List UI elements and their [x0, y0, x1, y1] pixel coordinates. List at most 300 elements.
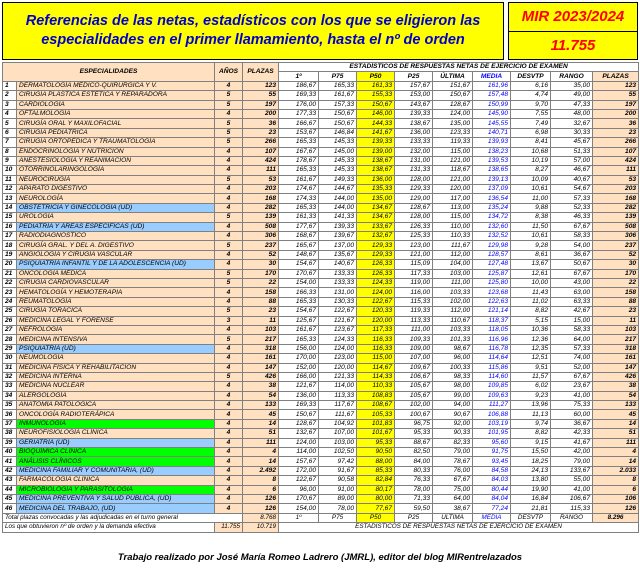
- specialty-plazas: 88: [243, 297, 279, 306]
- specialty-plazas: 30: [243, 260, 279, 269]
- val-media: 135,24: [473, 203, 511, 212]
- val-p75: 149,33: [319, 175, 357, 184]
- specialty-name: PSIQUIATRÍA (UD): [17, 344, 215, 353]
- row-number: 18: [3, 241, 17, 250]
- specialty-anos: 5: [215, 138, 243, 147]
- specialty-anos: 4: [215, 232, 243, 241]
- specialty-plazas: 424: [243, 156, 279, 165]
- table-row: [3, 260, 639, 269]
- col-plazas: PLAZAS: [243, 63, 279, 82]
- specialty-anos: 4: [215, 166, 243, 175]
- specialty-plazas: 45: [243, 410, 279, 419]
- val-desvtp: 9,15: [511, 438, 551, 447]
- val-1: 132,67: [279, 429, 319, 438]
- specialty-name: DERMATOLOGÍA MÉDICO-QUIRÚRGICA Y V.: [17, 81, 215, 90]
- specialty-anos: 4: [215, 504, 243, 513]
- val-desvtp: 9,88: [511, 203, 551, 212]
- specialty-anos: 4: [215, 203, 243, 212]
- table-row: [3, 372, 639, 381]
- specialty-anos: 4: [215, 109, 243, 118]
- row-number: 45: [3, 494, 17, 503]
- specialty-name: RADIODIAGNÓSTICO: [17, 232, 215, 241]
- val-rango: 63,00: [551, 288, 593, 297]
- specialty-anos: 4: [215, 485, 243, 494]
- val-p50: 133,67: [357, 222, 395, 231]
- val-1: 169,33: [279, 401, 319, 410]
- specialty-anos: 5: [215, 91, 243, 100]
- val-plazas-adj: 52: [593, 250, 639, 259]
- val-p25: 96,75: [395, 419, 433, 428]
- footer-orden-row: [3, 523, 639, 532]
- val-rango: 60,00: [551, 410, 593, 419]
- row-number: 7: [3, 138, 17, 147]
- val-p50: 134,67: [357, 203, 395, 212]
- val-plazas-adj: 139: [593, 213, 639, 222]
- specialty-plazas: 170: [243, 269, 279, 278]
- val-1: 96,00: [279, 485, 319, 494]
- val-plazas-adj: 237: [593, 241, 639, 250]
- specialty-plazas: 126: [243, 494, 279, 503]
- specialty-anos: 4: [215, 147, 243, 156]
- val-p25: 115,09: [395, 260, 433, 269]
- row-number: 25: [3, 307, 17, 316]
- val-1: 166,67: [279, 119, 319, 128]
- val-p75: 157,33: [319, 100, 357, 109]
- val-p75: 124,00: [319, 344, 357, 353]
- specialty-name: ANGIOLOGÍA Y CIRUGÍA VASCULAR: [17, 250, 215, 259]
- val-plazas-adj: 170: [593, 269, 639, 278]
- val-plazas-adj: 106: [593, 494, 639, 503]
- specialty-anos: 4: [215, 194, 243, 203]
- val-rango: 48,00: [551, 109, 593, 118]
- val-ultima: 67,67: [433, 476, 473, 485]
- table-row: [3, 175, 639, 184]
- specialty-name: OTORRINOLARINGOLOGÍA: [17, 166, 215, 175]
- specialty-name: CIRUGÍA PLÁSTICA ESTÉTICA Y REPARADORA: [17, 91, 215, 100]
- val-p25: 106,67: [395, 372, 433, 381]
- val-ultima: 101,33: [433, 335, 473, 344]
- row-number: 33: [3, 382, 17, 391]
- val-desvtp: 5,15: [511, 316, 551, 325]
- specialty-name: MEDICINA DEL TRABAJO, (UD): [17, 504, 215, 513]
- row-number: 27: [3, 325, 17, 334]
- val-media: 129,98: [473, 241, 511, 250]
- val-rango: 64,00: [551, 335, 593, 344]
- table-row: [3, 391, 639, 400]
- val-p25: 129,00: [395, 194, 433, 203]
- val-1: 124,00: [279, 438, 319, 447]
- sub-media: MEDIA: [473, 72, 511, 81]
- val-p75: 114,00: [319, 382, 357, 391]
- val-1: 156,00: [279, 344, 319, 353]
- val-p75: 161,67: [319, 91, 357, 100]
- val-p50: 101,83: [357, 419, 395, 428]
- specialty-plazas: 23: [243, 128, 279, 137]
- val-p75: 133,33: [319, 278, 357, 287]
- val-p25: 131,33: [395, 166, 433, 175]
- table-row: [3, 156, 639, 165]
- val-plazas-adj: 30: [593, 260, 639, 269]
- val-p75: 120,00: [319, 363, 357, 372]
- val-ultima: 90,33: [433, 429, 473, 438]
- specialty-plazas: 217: [243, 335, 279, 344]
- table-row: [3, 494, 639, 503]
- val-p75: 140,67: [319, 260, 357, 269]
- sub-1: 1º: [279, 72, 319, 81]
- val-media: 114,60: [473, 372, 511, 381]
- table-row: [3, 185, 639, 194]
- val-1: 154,67: [279, 260, 319, 269]
- val-1: 172,00: [279, 466, 319, 475]
- val-media: 91,75: [473, 448, 511, 457]
- val-plazas-adj: 8: [593, 476, 639, 485]
- val-plazas-adj: 508: [593, 222, 639, 231]
- val-p25: 111,00: [395, 325, 433, 334]
- row-number: 24: [3, 297, 17, 306]
- table-row: [3, 222, 639, 231]
- table-row: [3, 250, 639, 259]
- table-row: [3, 138, 639, 147]
- val-p75: 90,58: [319, 476, 357, 485]
- footer-h-p25: P25: [395, 513, 433, 522]
- val-media: 109,63: [473, 391, 511, 400]
- val-1: 154,00: [279, 504, 319, 513]
- val-ultima: 90,67: [433, 410, 473, 419]
- row-number: 10: [3, 166, 17, 175]
- row-number: 39: [3, 438, 17, 447]
- val-p25: 88,67: [395, 438, 433, 447]
- row-number: 36: [3, 410, 17, 419]
- specialty-plazas: 23: [243, 307, 279, 316]
- val-p75: 144,67: [319, 185, 357, 194]
- val-1: 161,67: [279, 325, 319, 334]
- page-title: Referencias de las netas, estadísticos con los que se eligieron las especialidades en el primer llamamiento, hasta el nº de orden: [2, 2, 504, 60]
- val-ultima: 103,33: [433, 325, 473, 334]
- order-number: 11.755: [550, 37, 596, 54]
- val-media: 109,85: [473, 382, 511, 391]
- specialty-name: NEFROLOGÍA: [17, 325, 215, 334]
- val-p50: 146,00: [357, 109, 395, 118]
- row-number: 22: [3, 278, 17, 287]
- table-row: [3, 325, 639, 334]
- val-plazas-adj: 426: [593, 372, 639, 381]
- specialty-name: MEDICINA LEGAL Y FORENSE: [17, 316, 215, 325]
- val-media: 118,37: [473, 316, 511, 325]
- val-desvtp: 7,49: [511, 119, 551, 128]
- val-p50: 114,67: [357, 363, 395, 372]
- val-ultima: 115,00: [433, 147, 473, 156]
- val-p50: 129,33: [357, 250, 395, 259]
- row-number: 42: [3, 466, 17, 475]
- specialty-anos: 4: [215, 457, 243, 466]
- row-number: 19: [3, 250, 17, 259]
- sub-p50: P50: [357, 72, 395, 81]
- val-media: 84,58: [473, 466, 511, 475]
- specialty-anos: 4: [215, 250, 243, 259]
- table-row: [3, 504, 639, 513]
- val-p50: 114,33: [357, 372, 395, 381]
- val-rango: 42,33: [551, 429, 593, 438]
- val-p50: 117,33: [357, 325, 395, 334]
- val-p25: 123,00: [395, 241, 433, 250]
- specialty-anos: 4: [215, 222, 243, 231]
- row-number: 38: [3, 429, 17, 438]
- val-p25: 109,33: [395, 335, 433, 344]
- col-especialidades: ESPECIALIDADES: [3, 63, 215, 82]
- val-1: 176,00: [279, 100, 319, 109]
- specialty-plazas: 139: [243, 213, 279, 222]
- footer-orden-b: 10.719: [243, 523, 279, 532]
- val-p50: 105,33: [357, 410, 395, 419]
- val-plazas-adj: 22: [593, 278, 639, 287]
- val-desvtp: 8,27: [511, 166, 551, 175]
- footer-h-ultima: ÚLTIMA: [433, 513, 473, 522]
- val-rango: 50,67: [551, 260, 593, 269]
- specialty-anos: 5: [215, 278, 243, 287]
- val-p25: 132,00: [395, 147, 433, 156]
- val-desvtp: 9,28: [511, 241, 551, 250]
- val-plazas-adj: 38: [593, 382, 639, 391]
- specialty-anos: 4: [215, 185, 243, 194]
- row-number: 34: [3, 391, 17, 400]
- val-ultima: 110,00: [433, 222, 473, 231]
- val-plazas-adj: 133: [593, 401, 639, 410]
- table-row: [3, 438, 639, 447]
- footer-total-plazas: 8.768: [243, 513, 279, 522]
- val-p50: 126,33: [357, 260, 395, 269]
- specialty-anos: 4: [215, 419, 243, 428]
- val-p50: 80,17: [357, 485, 395, 494]
- val-desvtp: 13,80: [511, 476, 551, 485]
- table-row: [3, 401, 639, 410]
- val-1: 165,33: [279, 335, 319, 344]
- val-ultima: 111,00: [433, 278, 473, 287]
- val-rango: 36,67: [551, 250, 593, 259]
- val-1: 148,67: [279, 250, 319, 259]
- val-ultima: 151,67: [433, 81, 473, 90]
- val-rango: 45,67: [551, 138, 593, 147]
- specialty-plazas: 318: [243, 344, 279, 353]
- val-p50: 161,33: [357, 81, 395, 90]
- specialty-plazas: 11: [243, 316, 279, 325]
- specialty-name: MICROBIOLOGÍA Y PARASITOLOGÍA: [17, 485, 215, 494]
- specialty-anos: 4: [215, 382, 243, 391]
- specialty-plazas: 126: [243, 504, 279, 513]
- val-p75: 113,33: [319, 391, 357, 400]
- row-number: 15: [3, 213, 17, 222]
- val-p50: 126,33: [357, 269, 395, 278]
- specialty-plazas: 237: [243, 241, 279, 250]
- footer-h-desvtp: DESVTP: [511, 513, 551, 522]
- val-rango: 67,67: [551, 222, 593, 231]
- val-1: 167,67: [279, 147, 319, 156]
- val-desvtp: 11,02: [511, 297, 551, 306]
- val-p50: 115,00: [357, 354, 395, 363]
- footer-est-label: ESTADÍSTICOS DE RESPUESTAS NETAS DE EJERCICIO DE EXAMEN: [279, 523, 639, 532]
- val-desvtp: 18,25: [511, 457, 551, 466]
- val-1: 152,00: [279, 363, 319, 372]
- sub-plazas: PLAZAS: [593, 72, 639, 81]
- specialty-name: MEDICINA INTERNA: [17, 372, 215, 381]
- val-rango: 58,33: [551, 325, 593, 334]
- val-p25: 100,67: [395, 410, 433, 419]
- val-p75: 104,92: [319, 419, 357, 428]
- specialty-anos: 5: [215, 307, 243, 316]
- val-p75: 102,50: [319, 448, 357, 457]
- val-p75: 139,33: [319, 222, 357, 231]
- val-desvtp: 10,00: [511, 278, 551, 287]
- val-plazas-adj: 4: [593, 448, 639, 457]
- row-number: 35: [3, 401, 17, 410]
- row-number: 14: [3, 203, 17, 212]
- exam-badge: [508, 2, 638, 60]
- specialty-anos: 4: [215, 363, 243, 372]
- specialty-name: PSIQUIATRÍA INFANTIL Y DE LA ADOLESCENCIA (UD): [17, 260, 215, 269]
- val-p75: 103,00: [319, 438, 357, 447]
- val-1: 168,67: [279, 232, 319, 241]
- val-ultima: 99,00: [433, 391, 473, 400]
- val-desvtp: 10,61: [511, 185, 551, 194]
- table-row: [3, 335, 639, 344]
- sub-p25: P25: [395, 72, 433, 81]
- specialty-name: MEDICINA FÍSICA Y REHABILITACIÓN: [17, 363, 215, 372]
- val-1: 154,67: [279, 307, 319, 316]
- footer-total-adjudicadas: 8.296: [593, 513, 639, 522]
- val-media: 139,13: [473, 175, 511, 184]
- val-p25: 157,67: [395, 81, 433, 90]
- val-rango: 51,33: [551, 147, 593, 156]
- val-media: 115,86: [473, 363, 511, 372]
- specialty-anos: 4: [215, 81, 243, 90]
- val-p75: 139,67: [319, 232, 357, 241]
- row-number: 30: [3, 354, 17, 363]
- val-rango: 46,33: [551, 213, 593, 222]
- specialty-plazas: 107: [243, 147, 279, 156]
- row-number: 43: [3, 476, 17, 485]
- val-ultima: 100,33: [433, 363, 473, 372]
- val-media: 80,44: [473, 485, 511, 494]
- val-media: 106,88: [473, 410, 511, 419]
- val-rango: 52,00: [551, 363, 593, 372]
- specialty-anos: 4: [215, 260, 243, 269]
- val-p25: 105,67: [395, 391, 433, 400]
- val-p75: 107,00: [319, 429, 357, 438]
- val-p25: 116,00: [395, 288, 433, 297]
- val-rango: 57,33: [551, 194, 593, 203]
- val-ultima: 102,00: [433, 297, 473, 306]
- val-plazas-adj: 111: [593, 438, 639, 447]
- specialty-anos: 5: [215, 269, 243, 278]
- val-plazas-adj: 53: [593, 175, 639, 184]
- val-1: 165,33: [279, 203, 319, 212]
- val-ultima: 128,67: [433, 100, 473, 109]
- val-p25: 126,33: [395, 222, 433, 231]
- val-plazas-adj: 103: [593, 325, 639, 334]
- specialty-anos: 4: [215, 466, 243, 475]
- val-p75: 121,67: [319, 316, 357, 325]
- val-1: 170,67: [279, 269, 319, 278]
- table-row: [3, 410, 639, 419]
- val-desvtp: 12,51: [511, 354, 551, 363]
- val-1: 165,33: [279, 166, 319, 175]
- specialty-anos: 5: [215, 213, 243, 222]
- val-plazas-adj: 111: [593, 166, 639, 175]
- val-ultima: 103,00: [433, 269, 473, 278]
- specialty-plazas: 2.492: [243, 466, 279, 475]
- val-1: 170,67: [279, 494, 319, 503]
- row-number: 3: [3, 100, 17, 109]
- val-p25: 84,00: [395, 457, 433, 466]
- val-ultima: 64,00: [433, 494, 473, 503]
- row-number: 9: [3, 156, 17, 165]
- val-media: 111,27: [473, 401, 511, 410]
- val-ultima: 110,33: [433, 232, 473, 241]
- table-row: [3, 316, 639, 325]
- val-p25: 109,00: [395, 344, 433, 353]
- val-media: 138,23: [473, 147, 511, 156]
- val-rango: 55,00: [551, 476, 593, 485]
- val-ultima: 121,00: [433, 175, 473, 184]
- val-p75: 78,00: [319, 504, 357, 513]
- specialty-plazas: 4: [243, 448, 279, 457]
- val-1: 153,67: [279, 128, 319, 137]
- val-p75: 141,33: [319, 213, 357, 222]
- table-row: [3, 344, 639, 353]
- val-p75: 150,67: [319, 109, 357, 118]
- val-media: 128,57: [473, 250, 511, 259]
- val-p75: 122,67: [319, 307, 357, 316]
- specialty-plazas: 266: [243, 138, 279, 147]
- specialty-name: ALERGOLOGÍA: [17, 391, 215, 400]
- val-p50: 88,00: [357, 457, 395, 466]
- val-plazas-adj: 161: [593, 354, 639, 363]
- row-number: 29: [3, 344, 17, 353]
- val-p50: 77,67: [357, 504, 395, 513]
- val-rango: 30,33: [551, 128, 593, 137]
- specialty-anos: 4: [215, 156, 243, 165]
- val-media: 116,96: [473, 335, 511, 344]
- val-plazas-adj: 266: [593, 138, 639, 147]
- val-desvtp: 19,90: [511, 485, 551, 494]
- val-rango: 57,00: [551, 156, 593, 165]
- val-rango: 67,67: [551, 269, 593, 278]
- table-row: [3, 429, 639, 438]
- val-media: 137,09: [473, 185, 511, 194]
- row-number: 26: [3, 316, 17, 325]
- val-desvtp: 10,68: [511, 147, 551, 156]
- val-plazas-adj: 54: [593, 391, 639, 400]
- row-number: 44: [3, 485, 17, 494]
- specialty-anos: 4: [215, 429, 243, 438]
- val-p25: 129,33: [395, 185, 433, 194]
- val-ultima: 78,67: [433, 457, 473, 466]
- val-1: 166,33: [279, 288, 319, 297]
- val-1: 178,67: [279, 156, 319, 165]
- val-ultima: 38,67: [433, 504, 473, 513]
- val-p75: 123,00: [319, 354, 357, 363]
- val-rango: 42,67: [551, 307, 593, 316]
- val-rango: 23,67: [551, 382, 593, 391]
- row-number: 37: [3, 419, 17, 428]
- val-ultima: 79,00: [433, 448, 473, 457]
- val-plazas-adj: 306: [593, 232, 639, 241]
- specialty-name: MEDICINA NUCLEAR: [17, 382, 215, 391]
- footer-h-p75: P75: [319, 513, 357, 522]
- specialty-name: NEUROCIRUGÍA: [17, 175, 215, 184]
- specialty-anos: 4: [215, 297, 243, 306]
- val-p50: 132,67: [357, 232, 395, 241]
- val-plazas-adj: 11: [593, 316, 639, 325]
